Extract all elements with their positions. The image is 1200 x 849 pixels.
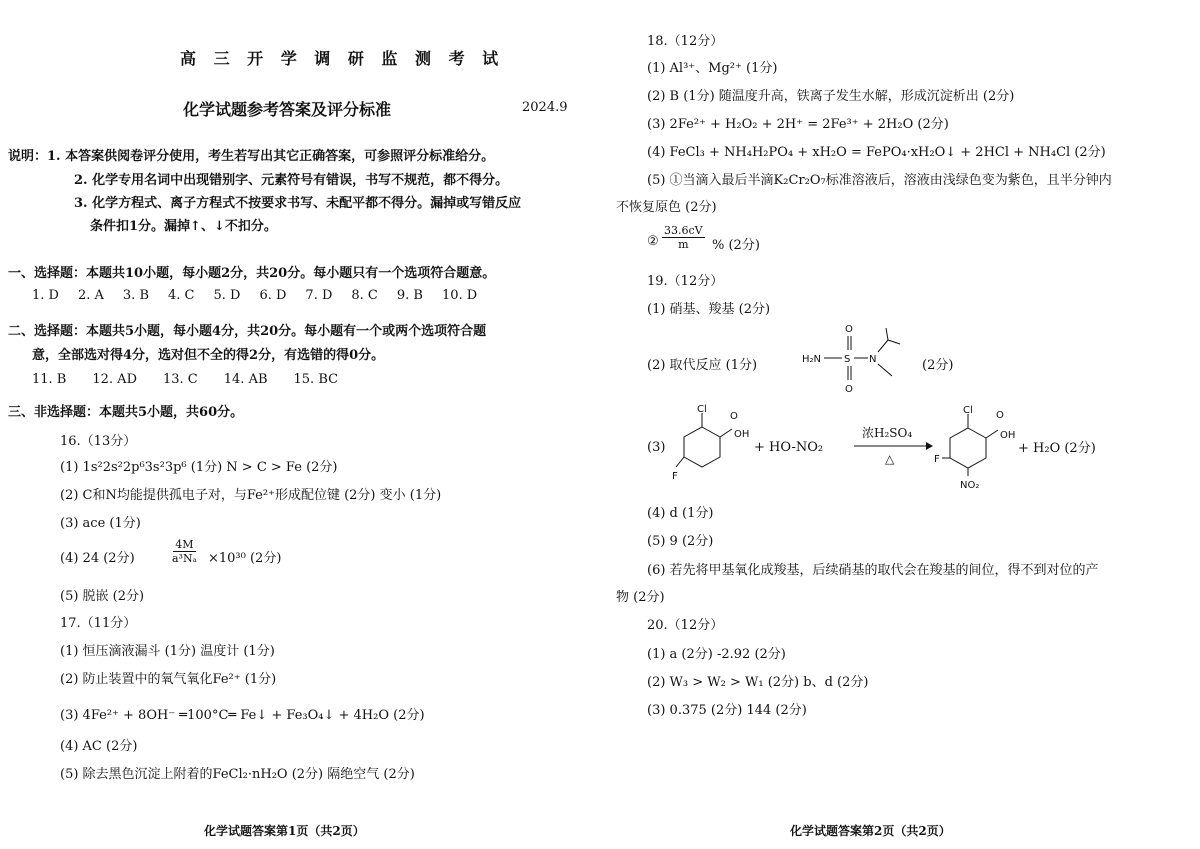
answer-12: 12. AD	[92, 372, 137, 387]
answer-2: 2. A	[77, 288, 104, 303]
q17-part-5: (5) 除去黑色沉淀上附着的FeCl₂·nH₂O (2分) 隔绝空气 (2分)	[60, 767, 415, 782]
q19-part-6-cont: 物 (2分)	[616, 590, 665, 605]
q17-part-2: (2) 防止装置中的氧气氧化Fe²⁺ (1分)	[60, 672, 277, 687]
page-2-footer: 化学试题答案第2页（共2页）	[790, 824, 951, 838]
reaction-byproduct: + H₂O (2分)	[1018, 441, 1096, 456]
reaction-heat-condition: △	[885, 452, 895, 466]
question-17-header: 17.（11分）	[60, 616, 137, 631]
answer-3: 3. B	[122, 288, 149, 303]
reaction-arrow	[852, 440, 934, 452]
product-no2-label: NO₂	[960, 480, 980, 491]
q16-part-5: (5) 脱嵌 (2分)	[60, 589, 145, 604]
q18-fraction	[662, 224, 705, 251]
answer-8: 8. C	[351, 288, 378, 303]
question-16-header: 16.（13分）	[60, 434, 137, 449]
q16-part-1: (1) 1s²2s²2p⁶3s²3p⁶ (1分) N > C > Fe (2分)	[60, 460, 338, 475]
q18-part-5-score: % (2分)	[712, 238, 760, 253]
fraction-numerator: 33.6cV	[664, 224, 703, 237]
q16-part-3: (3) ace (1分)	[60, 516, 141, 531]
answer-13: 13. C	[163, 372, 198, 387]
reactant-o-label: O	[730, 411, 738, 422]
reactant-cl-label: Cl	[697, 404, 707, 415]
product-structure	[934, 404, 1018, 492]
question-20-header: 20.（12分）	[647, 618, 724, 633]
q18-part-1: (1) Al³⁺、Mg²⁺ (1分)	[647, 61, 778, 76]
answer-6: 6. D	[259, 288, 287, 303]
sulfonamide-structure	[800, 318, 920, 400]
section-2-heading: 二、选择题：本题共5小题，每小题4分，共20分。每小题有一个或两个选项符合题	[8, 324, 487, 339]
fraction-denominator: m	[678, 238, 689, 251]
nitric-acid-reagent: + HO-NO₂	[754, 440, 824, 455]
note-line-3: 3. 化学方程式、离子方程式不按要求书写、未配平都不得分。漏掉或写错反应	[74, 196, 522, 211]
q20-part-2: (2) W₃ > W₂ > W₁ (2分) b、d (2分)	[647, 675, 869, 690]
question-18-header: 18.（12分）	[647, 34, 724, 49]
q18-part-3: (3) 2Fe²⁺ + H₂O₂ + 2H⁺ = 2Fe³⁺ + 2H₂O (2分)	[647, 117, 949, 132]
answer-page-2	[600, 0, 1200, 849]
reaction-catalyst: 浓H₂SO₄	[862, 426, 913, 440]
answer-15: 15. BC	[293, 372, 339, 387]
q19-part-6: (6) 若先将甲基氧化成羧基，后续硝基的取代会在羧基的间位，得不到对位的产	[647, 563, 1099, 578]
question-19-header: 19.（12分）	[647, 274, 724, 289]
document-date: 2024.9	[522, 100, 568, 115]
answer-4: 4. C	[168, 288, 195, 303]
document-subtitle: 化学试题参考答案及评分标准	[183, 100, 392, 119]
q17-part-3: (3) 4Fe²⁺ + 8OH⁻ ═100°C═ Fe↓ + Fe₃O₄↓ + 4H₂O (2分)	[60, 708, 425, 723]
section-2-heading-cont: 意，全部选对得4分，选对但不全的得2分，有选错的得0分。	[32, 348, 385, 363]
q16-part-4-factor: ×10³⁰ (2分)	[208, 551, 282, 566]
section-1-answers	[32, 288, 477, 303]
h2n-label: H₂N	[802, 354, 822, 365]
q19-part-5: (5) 9 (2分)	[647, 534, 714, 549]
section-2-answers	[32, 372, 338, 387]
product-o-label: O	[996, 410, 1004, 421]
note-line-2: 2. 化学专用名词中出现错别字、元素符号有错误，书写不规范，都不得分。	[74, 173, 509, 188]
nitrogen-label: N	[869, 354, 877, 365]
q17-part-1: (1) 恒压滴液漏斗 (1分) 温度计 (1分)	[60, 644, 275, 659]
oxygen-bottom-label: O	[845, 384, 853, 395]
q19-part-1: (1) 硝基、羧基 (2分)	[647, 302, 771, 317]
reactant-f-label: F	[672, 471, 678, 482]
q19-part-2: (2) 取代反应 (1分)	[647, 358, 758, 373]
sulfur-label: S	[844, 354, 851, 365]
q17-part-4: (4) AC (2分)	[60, 739, 138, 754]
fraction-denominator: a³Nₐ	[172, 552, 197, 565]
q20-part-3: (3) 0.375 (2分) 144 (2分)	[647, 703, 807, 718]
answer-10: 10. D	[441, 288, 478, 303]
q19-part-2-score: (2分)	[922, 358, 954, 373]
q18-part-5-circle2: ②	[647, 234, 659, 249]
product-oh-label: OH	[1000, 430, 1016, 441]
q16-fraction	[172, 538, 197, 565]
oxygen-top-label: O	[845, 324, 853, 335]
page-1-footer: 化学试题答案第1页（共2页）	[204, 824, 365, 838]
fraction-numerator: 4M	[175, 538, 194, 551]
product-cl-label: Cl	[963, 405, 973, 416]
answer-5: 5. D	[213, 288, 241, 303]
note-line-1: 说明：1. 本答案供阅卷评分使用，考生若写出其它正确答案，可参照评分标准给分。	[8, 149, 495, 164]
section-3-heading: 三、非选择题：本题共5小题，共60分。	[8, 405, 244, 420]
q20-part-1: (1) a (2分) -2.92 (2分)	[647, 647, 786, 662]
product-f-label: F	[934, 454, 940, 465]
answer-14: 14. AB	[223, 372, 268, 387]
exam-title: 高 三 开 学 调 研 监 测 考 试	[180, 49, 505, 68]
reactant-structure	[672, 405, 752, 485]
answer-7: 7. D	[305, 288, 333, 303]
q19-part-3-label: (3)	[647, 440, 666, 455]
answer-1: 1. D	[32, 288, 59, 303]
note-line-4: 条件扣1分。漏掉↑、↓不扣分。	[90, 219, 277, 234]
q16-part-2: (2) C和N均能提供孤电子对，与Fe²⁺形成配位键 (2分) 变小 (1分)	[60, 488, 442, 503]
answer-11: 11. B	[32, 372, 67, 387]
reactant-oh-label: OH	[734, 429, 750, 440]
section-1-heading: 一、选择题：本题共10小题，每小题2分，共20分。每小题只有一个选项符合题意。	[8, 266, 496, 281]
q18-part-5: (5) ①当滴入最后半滴K₂Cr₂O₇标准溶液后，溶液由浅绿色变为紫色，且半分钟内	[647, 173, 1112, 188]
q18-part-2: (2) B (1分) 随温度升高，铁离子发生水解，形成沉淀析出 (2分)	[647, 89, 1015, 104]
q18-part-4: (4) FeCl₃ + NH₄H₂PO₄ + xH₂O = FePO₄·xH₂O↓ + 2HCl + NH₄Cl (2分)	[647, 145, 1106, 160]
answer-9: 9. B	[396, 288, 423, 303]
q18-part-5-cont: 不恢复原色 (2分)	[616, 200, 717, 215]
q16-part-4: (4) 24 (2分)	[60, 551, 135, 566]
q19-part-4: (4) d (1分)	[647, 506, 714, 521]
